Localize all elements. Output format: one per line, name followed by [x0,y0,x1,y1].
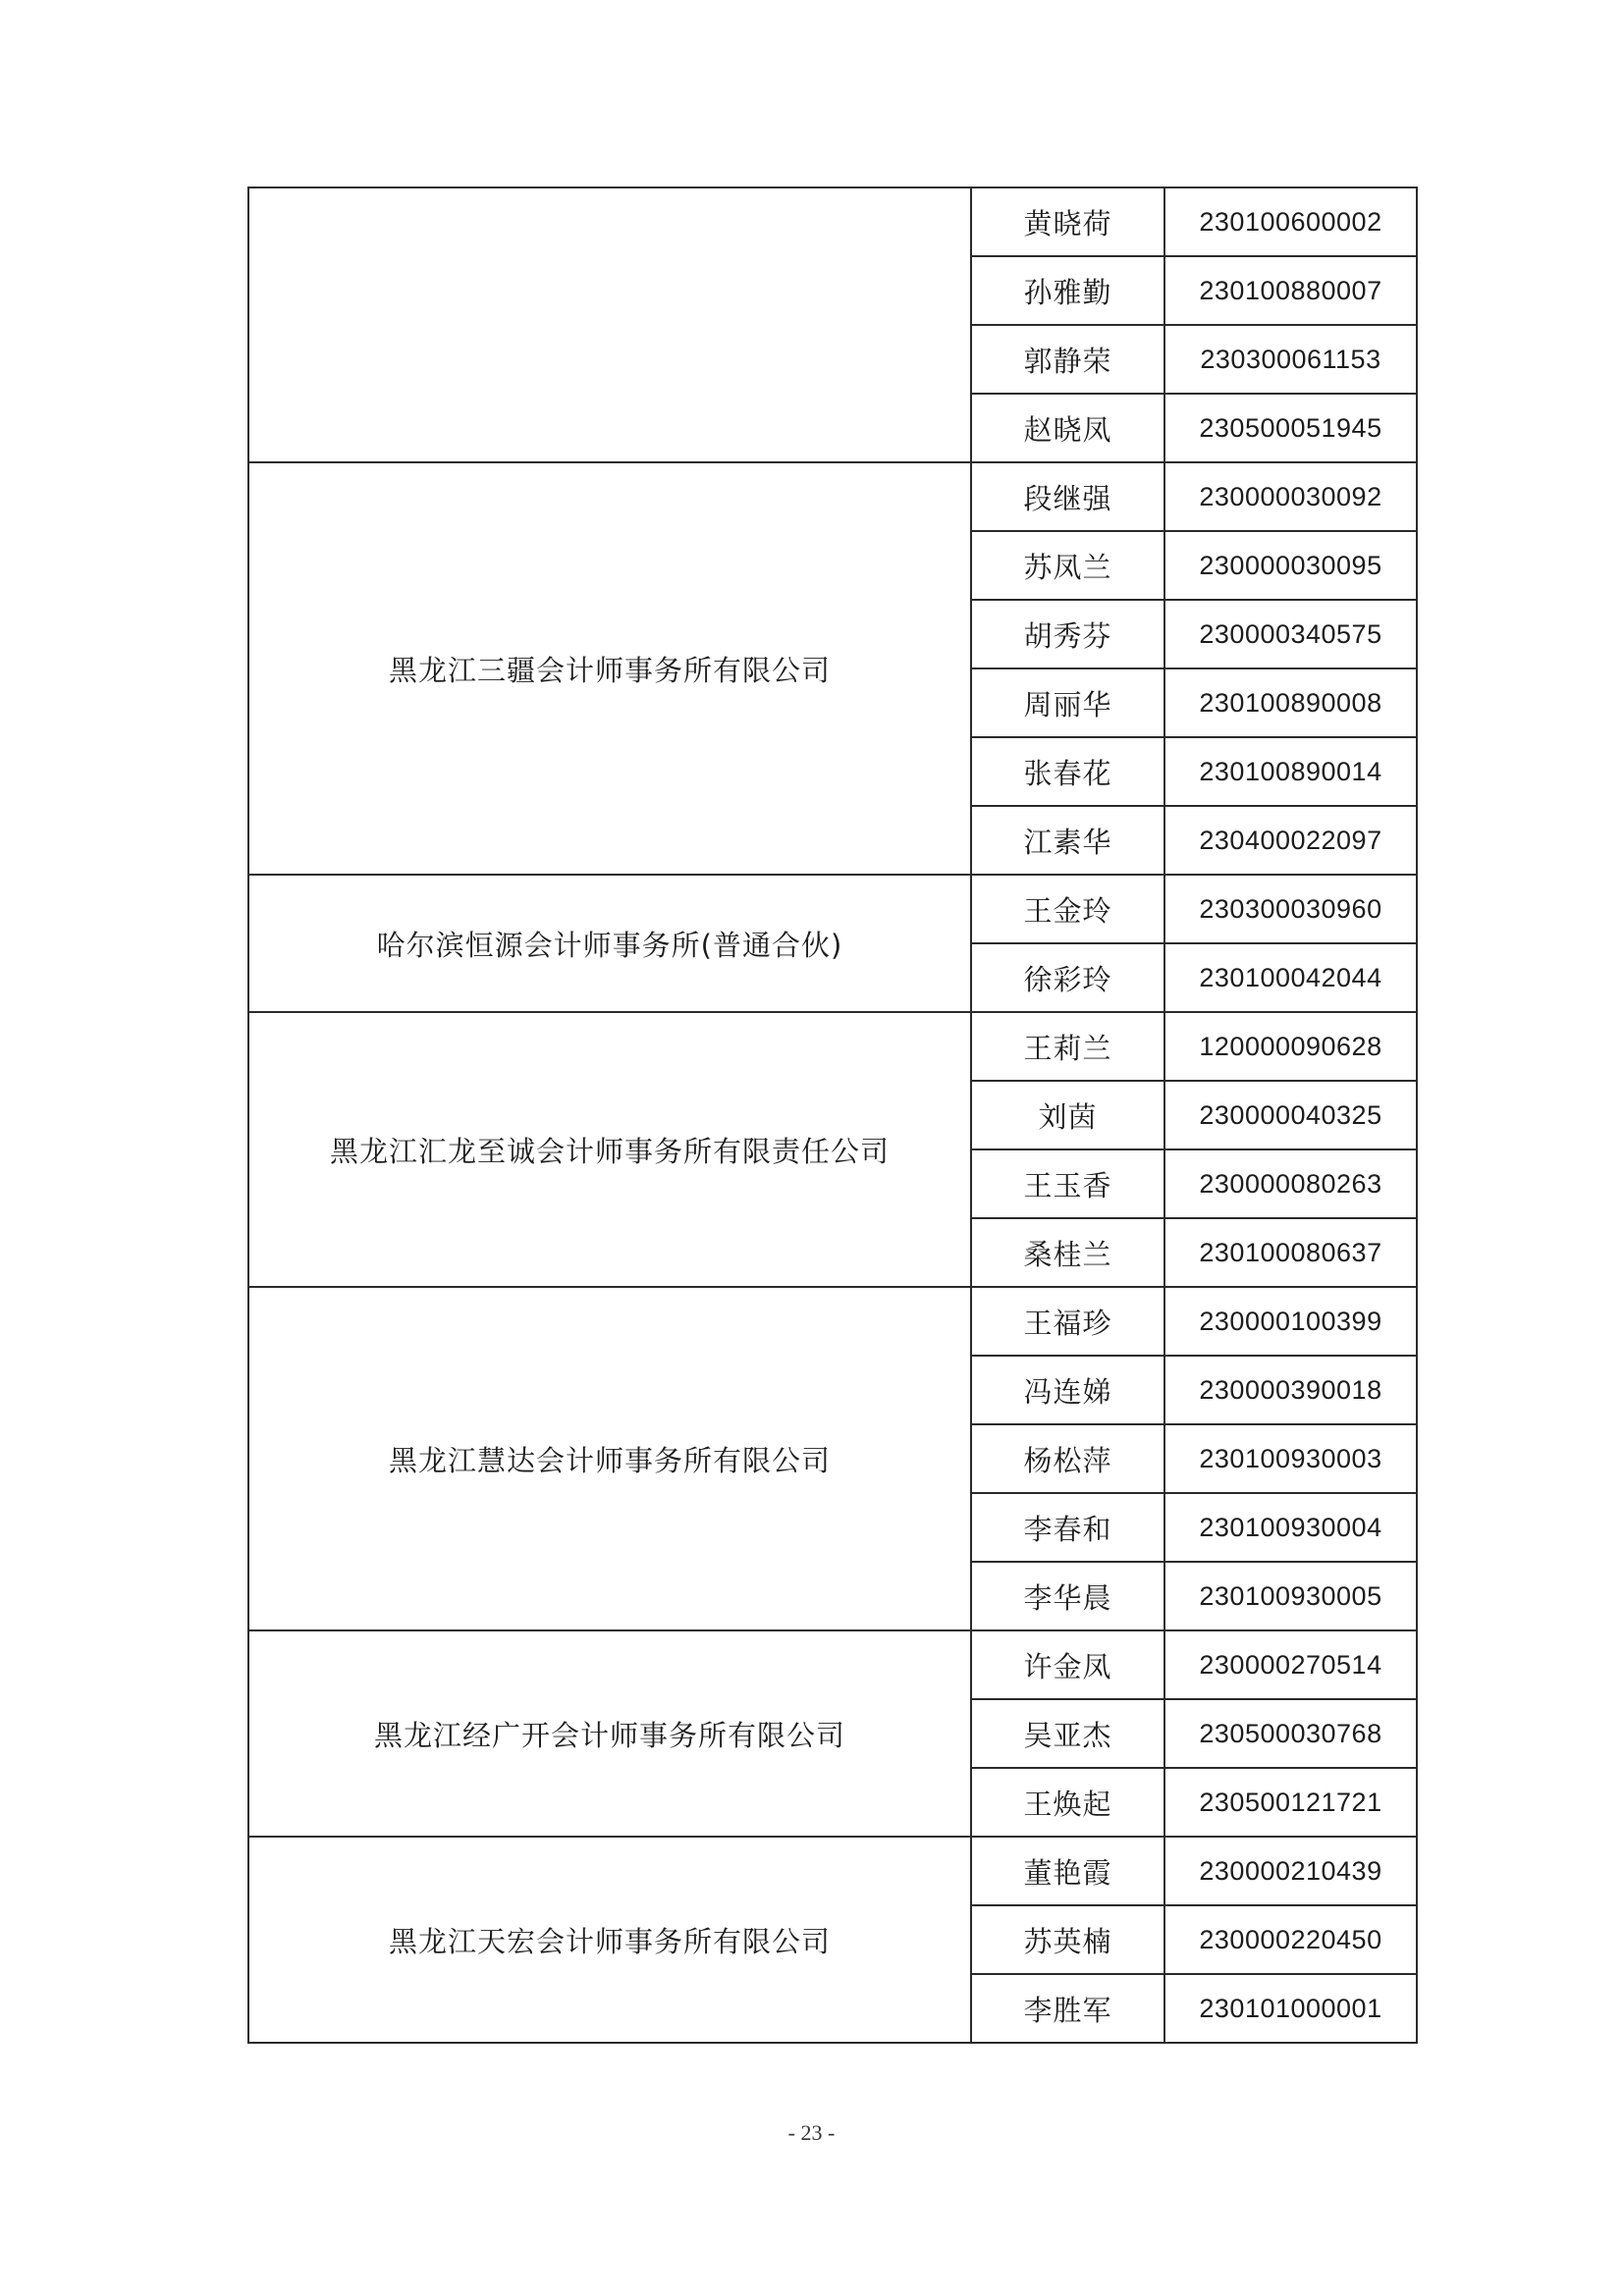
table-row [248,1630,1417,1699]
certificate-number-cell: 230300061153 [1164,325,1417,394]
roster-body [248,187,1417,2043]
person-name-cell: 刘茵 [971,1081,1164,1149]
firm-name-cell [248,187,971,462]
certificate-number-cell: 230100080637 [1164,1218,1417,1287]
person-name-cell: 冯连娣 [971,1356,1164,1424]
person-name-cell: 王金玲 [971,875,1164,943]
certificate-number-cell: 230000100399 [1164,1287,1417,1356]
person-name-cell: 黄晓荷 [971,187,1164,256]
person-name-cell: 王玉香 [971,1149,1164,1218]
certificate-number-cell: 230000210439 [1164,1837,1417,1905]
person-name-cell: 周丽华 [971,668,1164,737]
firm-name-cell: 黑龙江慧达会计师事务所有限公司 [248,1287,971,1630]
person-name-cell: 王莉兰 [971,1012,1164,1081]
table-row [248,1287,1417,1356]
certificate-number-cell: 230000030092 [1164,462,1417,531]
certificate-number-cell: 230101000001 [1164,1974,1417,2043]
certificate-number-cell: 230100890014 [1164,737,1417,806]
person-name-cell: 郭静荣 [971,325,1164,394]
person-name-cell: 杨松萍 [971,1424,1164,1493]
person-name-cell: 王福珍 [971,1287,1164,1356]
table-row [248,1012,1417,1081]
certificate-number-cell: 230000390018 [1164,1356,1417,1424]
table-row [248,1837,1417,1905]
person-name-cell: 吴亚杰 [971,1699,1164,1768]
certificate-number-cell: 230500030768 [1164,1699,1417,1768]
table-row [248,462,1417,531]
certificate-number-cell: 230100890008 [1164,668,1417,737]
table-row [248,875,1417,943]
person-name-cell: 徐彩玲 [971,943,1164,1012]
person-name-cell: 张春花 [971,737,1164,806]
person-name-cell: 赵晓凤 [971,394,1164,462]
person-name-cell: 李胜军 [971,1974,1164,2043]
person-name-cell: 胡秀芬 [971,600,1164,668]
person-name-cell: 许金凤 [971,1630,1164,1699]
certificate-number-cell: 230100930003 [1164,1424,1417,1493]
certificate-number-cell: 230400022097 [1164,806,1417,875]
certificate-number-cell: 230500121721 [1164,1768,1417,1837]
person-name-cell: 桑桂兰 [971,1218,1164,1287]
firm-name-cell: 哈尔滨恒源会计师事务所(普通合伙) [248,875,971,1012]
certificate-number-cell: 230100042044 [1164,943,1417,1012]
person-name-cell: 李华晨 [971,1562,1164,1630]
table-row [248,187,1417,256]
page-number: - 23 - [787,2120,836,2145]
certificate-number-cell: 230100600002 [1164,187,1417,256]
certificate-number-cell: 230000040325 [1164,1081,1417,1149]
person-name-cell: 段继强 [971,462,1164,531]
firm-name-cell: 黑龙江经广开会计师事务所有限公司 [248,1630,971,1837]
person-name-cell: 苏英楠 [971,1905,1164,1974]
certificate-number-cell: 230000270514 [1164,1630,1417,1699]
certificate-number-cell: 230500051945 [1164,394,1417,462]
person-name-cell: 孙雅勤 [971,256,1164,325]
person-name-cell: 苏凤兰 [971,531,1164,600]
certificate-number-cell: 230300030960 [1164,875,1417,943]
accountant-roster-table [247,187,1418,2044]
certificate-number-cell: 230100930004 [1164,1493,1417,1562]
certificate-number-cell: 230000220450 [1164,1905,1417,1974]
certificate-number-cell: 120000090628 [1164,1012,1417,1081]
certificate-number-cell: 230000340575 [1164,600,1417,668]
certificate-number-cell: 230000030095 [1164,531,1417,600]
certificate-number-cell: 230100880007 [1164,256,1417,325]
person-name-cell: 李春和 [971,1493,1164,1562]
person-name-cell: 董艳霞 [971,1837,1164,1905]
person-name-cell: 王焕起 [971,1768,1164,1837]
firm-name-cell: 黑龙江汇龙至诚会计师事务所有限责任公司 [248,1012,971,1287]
person-name-cell: 江素华 [971,806,1164,875]
firm-name-cell: 黑龙江三疆会计师事务所有限公司 [248,462,971,875]
certificate-number-cell: 230100930005 [1164,1562,1417,1630]
certificate-number-cell: 230000080263 [1164,1149,1417,1218]
firm-name-cell: 黑龙江天宏会计师事务所有限公司 [248,1837,971,2043]
